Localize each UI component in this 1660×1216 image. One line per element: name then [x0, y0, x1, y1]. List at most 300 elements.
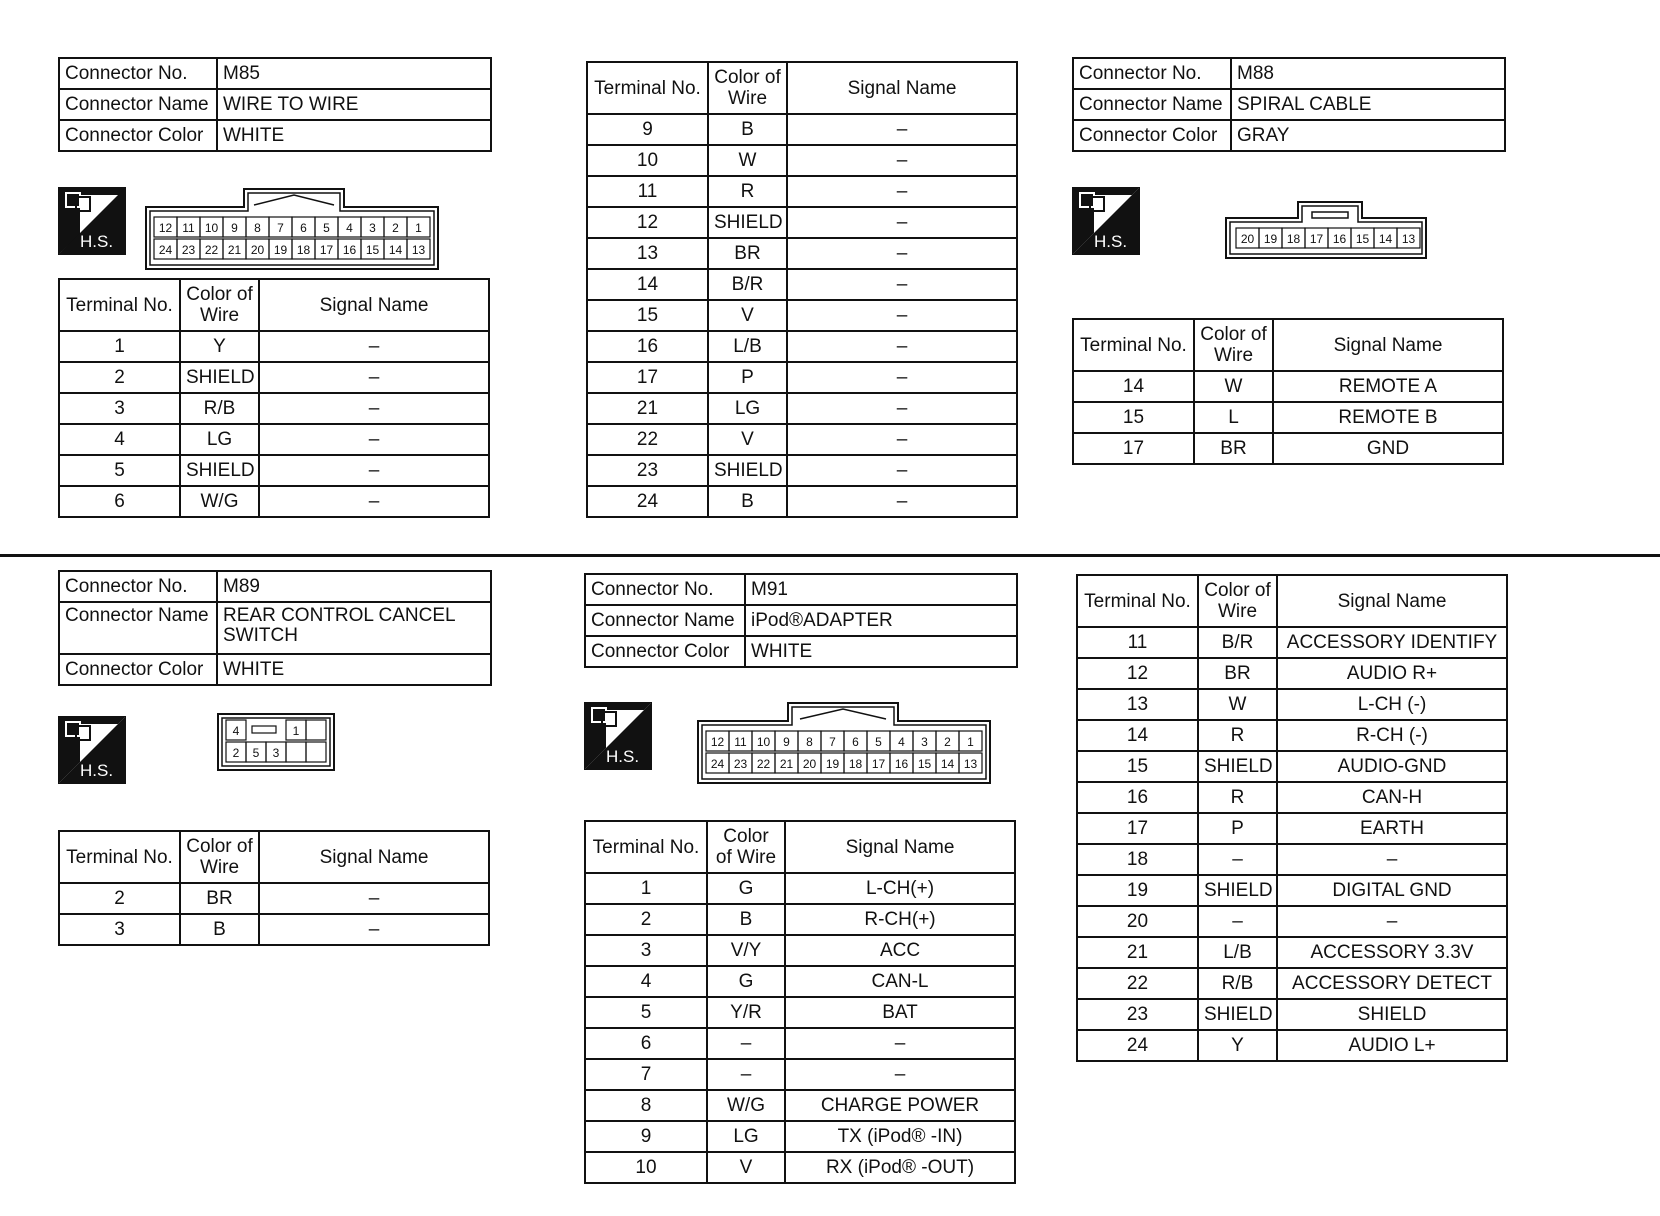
label-connector-name: Connector Name — [59, 602, 217, 654]
hs-icon — [58, 716, 126, 784]
signal-name-cell: – — [1277, 844, 1507, 875]
m85-terminal-table-continued — [586, 61, 1018, 518]
wire-color-cell: Y — [1198, 1030, 1277, 1061]
table-row — [1073, 371, 1503, 402]
signal-name-cell: EARTH — [1277, 813, 1507, 844]
wire-color-cell: B/R — [1198, 627, 1277, 658]
table-row — [585, 1152, 1015, 1183]
wire-color-cell: P — [1198, 813, 1277, 844]
pin-number: 4 — [898, 735, 905, 749]
terminal-no-cell: 2 — [59, 362, 180, 393]
table-row — [587, 455, 1017, 486]
table-row — [585, 1090, 1015, 1121]
table-row — [587, 486, 1017, 517]
col-terminal-no: Terminal No. — [585, 821, 707, 873]
terminal-no-cell: 2 — [59, 883, 180, 914]
table-row — [1077, 937, 1507, 968]
terminal-no-cell: 15 — [587, 300, 708, 331]
m89-terminal-table — [58, 830, 490, 946]
terminal-no-cell: 9 — [585, 1121, 707, 1152]
label-connector-no: Connector No. — [59, 58, 217, 89]
pin-number: 15 — [1355, 232, 1370, 246]
table-row — [585, 1059, 1015, 1090]
table-row — [1073, 402, 1503, 433]
section-divider — [0, 554, 1660, 557]
connector-color: WHITE — [745, 636, 1017, 667]
table-row — [1077, 689, 1507, 720]
table-row — [1077, 813, 1507, 844]
pin-number: 9 — [231, 221, 238, 235]
table-row — [587, 331, 1017, 362]
col-signal-name: Signal Name — [1277, 575, 1507, 627]
table-row — [1077, 906, 1507, 937]
pin-number: 13 — [963, 757, 978, 771]
table-row — [585, 873, 1015, 904]
pin-number: 16 — [894, 757, 909, 771]
signal-name-cell: ACCESSORY DETECT — [1277, 968, 1507, 999]
m85-terminal-table — [58, 278, 490, 518]
pin-number: 17 — [1309, 232, 1324, 246]
pin-number: 6 — [852, 735, 859, 749]
terminal-no-cell: 13 — [1077, 689, 1198, 720]
terminal-no-cell: 5 — [59, 455, 180, 486]
label-connector-name: Connector Name — [59, 89, 217, 120]
signal-name-cell: REMOTE B — [1273, 402, 1503, 433]
table-row — [1077, 720, 1507, 751]
label-connector-name: Connector Name — [585, 605, 745, 636]
pin-number: 13 — [1401, 232, 1416, 246]
signal-name-cell: ACCESSORY 3.3V — [1277, 937, 1507, 968]
signal-name-cell: CAN-H — [1277, 782, 1507, 813]
col-signal-name: Signal Name — [785, 821, 1015, 873]
terminal-no-cell: 2 — [585, 904, 707, 935]
table-row — [587, 114, 1017, 145]
signal-name-cell: L-CH(+) — [785, 873, 1015, 904]
wire-color-cell: W — [1198, 689, 1277, 720]
signal-name-cell: – — [259, 486, 489, 517]
pin-number: 19 — [1263, 232, 1278, 246]
wire-color-cell: BR — [708, 238, 787, 269]
terminal-no-cell: 8 — [585, 1090, 707, 1121]
terminal-no-cell: 23 — [1077, 999, 1198, 1030]
wire-color-cell: SHIELD — [708, 455, 787, 486]
pin-number: 14 — [1378, 232, 1393, 246]
terminal-no-cell: 22 — [587, 424, 708, 455]
hs-label: H.S. — [606, 747, 640, 766]
hs-icon — [1072, 187, 1140, 255]
hs-icon — [584, 702, 652, 770]
pin-number: 5 — [252, 746, 260, 760]
pin-number: 1 — [415, 221, 422, 235]
pin-number: 22 — [204, 243, 219, 257]
signal-name-cell: – — [259, 424, 489, 455]
table-row — [1077, 999, 1507, 1030]
terminal-no-cell: 15 — [1073, 402, 1194, 433]
label-connector-no: Connector No. — [1073, 58, 1231, 89]
terminal-no-cell: 17 — [587, 362, 708, 393]
terminal-no-cell: 21 — [587, 393, 708, 424]
terminal-no-cell: 3 — [59, 914, 180, 945]
m89-connector-diagram — [216, 712, 336, 777]
signal-name-cell: CHARGE POWER — [785, 1090, 1015, 1121]
table-row — [1077, 875, 1507, 906]
table-row — [587, 300, 1017, 331]
col-signal-name: Signal Name — [259, 831, 489, 883]
wire-color-cell: BR — [1194, 433, 1273, 464]
connector-color: GRAY — [1231, 120, 1505, 151]
wire-color-cell: B — [707, 904, 785, 935]
pin-number: 2 — [232, 746, 240, 760]
wire-color-cell: LG — [708, 393, 787, 424]
col-signal-name: Signal Name — [1273, 319, 1503, 371]
terminal-no-cell: 24 — [1077, 1030, 1198, 1061]
wire-color-cell: Y — [180, 331, 259, 362]
signal-name-cell: – — [785, 1028, 1015, 1059]
table-row — [1077, 751, 1507, 782]
signal-name-cell: – — [787, 269, 1017, 300]
pin-number: 14 — [388, 243, 403, 257]
table-row — [587, 238, 1017, 269]
table-row — [59, 424, 489, 455]
pin-number: 19 — [273, 243, 288, 257]
pin-number: 1 — [292, 724, 300, 738]
pin-number: 24 — [158, 243, 173, 257]
label-connector-color: Connector Color — [1073, 120, 1231, 151]
label-connector-no: Connector No. — [585, 574, 745, 605]
table-row — [59, 331, 489, 362]
pin-number: 24 — [710, 757, 725, 771]
col-signal-name: Signal Name — [259, 279, 489, 331]
pin-number: 7 — [277, 221, 284, 235]
signal-name-cell: R-CH (-) — [1277, 720, 1507, 751]
col-color-of-wire: Color of Wire — [1198, 575, 1277, 627]
pin-number: 15 — [917, 757, 932, 771]
wire-color-cell: – — [707, 1028, 785, 1059]
table-row — [587, 393, 1017, 424]
table-row — [59, 486, 489, 517]
pin-number: 17 — [319, 243, 334, 257]
m88-terminal-table — [1072, 318, 1504, 465]
wire-color-cell: – — [707, 1059, 785, 1090]
pin-number: 12 — [710, 735, 725, 749]
table-row — [587, 362, 1017, 393]
terminal-no-cell: 17 — [1077, 813, 1198, 844]
pin-number: 3 — [921, 735, 928, 749]
col-color-of-wire: Color of Wire — [1194, 319, 1273, 371]
wire-color-cell: W — [708, 145, 787, 176]
terminal-no-cell: 5 — [585, 997, 707, 1028]
connector-name: SPIRAL CABLE — [1231, 89, 1505, 120]
signal-name-cell: – — [787, 207, 1017, 238]
wire-color-cell: Y/R — [707, 997, 785, 1028]
table-row — [59, 883, 489, 914]
table-row — [59, 914, 489, 945]
col-terminal-no: Terminal No. — [1077, 575, 1198, 627]
wire-color-cell: SHIELD — [1198, 999, 1277, 1030]
label-connector-color: Connector Color — [59, 654, 217, 685]
terminal-no-cell: 11 — [1077, 627, 1198, 658]
col-terminal-no: Terminal No. — [1073, 319, 1194, 371]
terminal-no-cell: 20 — [1077, 906, 1198, 937]
wire-color-cell: – — [1198, 906, 1277, 937]
pin-number: 16 — [1332, 232, 1347, 246]
label-connector-color: Connector Color — [59, 120, 217, 151]
wire-color-cell: SHIELD — [1198, 875, 1277, 906]
table-row — [587, 207, 1017, 238]
signal-name-cell: – — [785, 1059, 1015, 1090]
terminal-no-cell: 16 — [587, 331, 708, 362]
table-row — [59, 393, 489, 424]
pin-number: 16 — [342, 243, 357, 257]
signal-name-cell: – — [787, 114, 1017, 145]
m91-terminal-table-continued — [1076, 574, 1508, 1062]
connector-color: WHITE — [217, 654, 491, 685]
table-row — [1077, 658, 1507, 689]
m88-connector-diagram — [1224, 198, 1428, 265]
connector-name: REAR CONTROL CANCEL SWITCH — [217, 602, 491, 654]
signal-name-cell: GND — [1273, 433, 1503, 464]
pin-number: 3 — [272, 746, 280, 760]
terminal-no-cell: 13 — [587, 238, 708, 269]
wire-color-cell: B — [180, 914, 259, 945]
wire-color-cell: R — [1198, 782, 1277, 813]
wire-color-cell: W — [1194, 371, 1273, 402]
wire-color-cell: – — [1198, 844, 1277, 875]
signal-name-cell: L-CH (-) — [1277, 689, 1507, 720]
signal-name-cell: – — [787, 486, 1017, 517]
pin-number: 22 — [756, 757, 771, 771]
terminal-no-cell: 14 — [1073, 371, 1194, 402]
m85-connector-diagram — [144, 185, 440, 276]
hs-label: H.S. — [1094, 232, 1128, 251]
wire-color-cell: SHIELD — [180, 455, 259, 486]
pin-number: 7 — [829, 735, 836, 749]
signal-name-cell: RX (iPod® -OUT) — [785, 1152, 1015, 1183]
wire-color-cell: LG — [707, 1121, 785, 1152]
table-row — [1077, 1030, 1507, 1061]
pin-number: 21 — [779, 757, 794, 771]
table-row — [585, 1121, 1015, 1152]
pin-number: 4 — [346, 221, 353, 235]
signal-name-cell: – — [259, 331, 489, 362]
terminal-no-cell: 7 — [585, 1059, 707, 1090]
hs-label: H.S. — [80, 232, 114, 251]
pin-number: 17 — [871, 757, 886, 771]
signal-name-cell: – — [787, 424, 1017, 455]
pin-number: 20 — [1240, 232, 1255, 246]
col-terminal-no: Terminal No. — [59, 831, 180, 883]
connector-no: M91 — [745, 574, 1017, 605]
signal-name-cell: – — [259, 455, 489, 486]
wire-color-cell: SHIELD — [708, 207, 787, 238]
signal-name-cell: CAN-L — [785, 966, 1015, 997]
pin-number: 1 — [967, 735, 974, 749]
hs-label: H.S. — [80, 761, 114, 780]
signal-name-cell: R-CH(+) — [785, 904, 1015, 935]
signal-name-cell: AUDIO R+ — [1277, 658, 1507, 689]
wire-color-cell: SHIELD — [1198, 751, 1277, 782]
signal-name-cell: – — [1277, 906, 1507, 937]
wire-color-cell: W/G — [707, 1090, 785, 1121]
pin-number: 15 — [365, 243, 380, 257]
table-row — [1073, 433, 1503, 464]
table-row — [587, 176, 1017, 207]
pin-number: 13 — [411, 243, 426, 257]
table-row — [59, 455, 489, 486]
wire-color-cell: L — [1194, 402, 1273, 433]
signal-name-cell: DIGITAL GND — [1277, 875, 1507, 906]
wire-color-cell: B — [708, 486, 787, 517]
pin-number: 8 — [254, 221, 261, 235]
terminal-no-cell: 21 — [1077, 937, 1198, 968]
m91-connector-diagram — [696, 699, 992, 790]
terminal-no-cell: 3 — [59, 393, 180, 424]
pin-number: 18 — [296, 243, 311, 257]
pin-number: 18 — [1286, 232, 1301, 246]
pin-number: 8 — [806, 735, 813, 749]
pin-number: 18 — [848, 757, 863, 771]
table-row — [585, 966, 1015, 997]
signal-name-cell: – — [787, 362, 1017, 393]
wire-color-cell: LG — [180, 424, 259, 455]
pin-number: 14 — [940, 757, 955, 771]
wire-color-cell: P — [708, 362, 787, 393]
terminal-no-cell: 10 — [585, 1152, 707, 1183]
terminal-no-cell: 15 — [1077, 751, 1198, 782]
connector-no: M89 — [217, 571, 491, 602]
pin-number: 5 — [323, 221, 330, 235]
wire-color-cell: W/G — [180, 486, 259, 517]
terminal-no-cell: 11 — [587, 176, 708, 207]
terminal-no-cell: 1 — [59, 331, 180, 362]
wire-color-cell: SHIELD — [180, 362, 259, 393]
signal-name-cell: ACC — [785, 935, 1015, 966]
m85-info — [58, 57, 492, 152]
wire-color-cell: BR — [180, 883, 259, 914]
label-connector-color: Connector Color — [585, 636, 745, 667]
signal-name-cell: TX (iPod® -IN) — [785, 1121, 1015, 1152]
pin-number: 5 — [875, 735, 882, 749]
table-row — [59, 362, 489, 393]
m89-info — [58, 570, 492, 686]
signal-name-cell: – — [259, 883, 489, 914]
pin-number: 3 — [369, 221, 376, 235]
wire-color-cell: R — [1198, 720, 1277, 751]
table-row — [1077, 782, 1507, 813]
table-row — [585, 935, 1015, 966]
col-color-of-wire: Color of Wire — [708, 62, 787, 114]
terminal-no-cell: 12 — [587, 207, 708, 238]
signal-name-cell: AUDIO L+ — [1277, 1030, 1507, 1061]
table-row — [587, 424, 1017, 455]
wire-color-cell: R/B — [180, 393, 259, 424]
pin-number: 10 — [204, 221, 219, 235]
pin-number: 20 — [250, 243, 265, 257]
pin-number: 2 — [944, 735, 951, 749]
pin-number: 9 — [783, 735, 790, 749]
signal-name-cell: – — [259, 362, 489, 393]
col-terminal-no: Terminal No. — [59, 279, 180, 331]
terminal-no-cell: 23 — [587, 455, 708, 486]
col-color-of-wire: Color of Wire — [180, 831, 259, 883]
table-row — [587, 269, 1017, 300]
signal-name-cell: – — [787, 455, 1017, 486]
pin-number: 23 — [733, 757, 748, 771]
wire-color-cell: V/Y — [707, 935, 785, 966]
table-row — [1077, 844, 1507, 875]
terminal-no-cell: 1 — [585, 873, 707, 904]
terminal-no-cell: 14 — [1077, 720, 1198, 751]
signal-name-cell: BAT — [785, 997, 1015, 1028]
connector-color: WHITE — [217, 120, 491, 151]
pin-number: 10 — [756, 735, 771, 749]
terminal-no-cell: 4 — [585, 966, 707, 997]
connector-no: M85 — [217, 58, 491, 89]
terminal-no-cell: 6 — [585, 1028, 707, 1059]
terminal-no-cell: 24 — [587, 486, 708, 517]
table-row — [585, 1028, 1015, 1059]
wire-color-cell: B — [708, 114, 787, 145]
wire-color-cell: G — [707, 966, 785, 997]
signal-name-cell: AUDIO-GND — [1277, 751, 1507, 782]
label-connector-name: Connector Name — [1073, 89, 1231, 120]
pin-number: 19 — [825, 757, 840, 771]
terminal-no-cell: 12 — [1077, 658, 1198, 689]
pin-number: 11 — [734, 735, 747, 749]
hs-icon — [58, 187, 126, 255]
terminal-no-cell: 18 — [1077, 844, 1198, 875]
m88-info — [1072, 57, 1506, 152]
wire-color-cell: L/B — [708, 331, 787, 362]
pin-number: 6 — [300, 221, 307, 235]
table-row — [1077, 968, 1507, 999]
terminal-no-cell: 9 — [587, 114, 708, 145]
signal-name-cell: SHIELD — [1277, 999, 1507, 1030]
col-color-of-wire: Color of Wire — [707, 821, 785, 873]
col-color-of-wire: Color of Wire — [180, 279, 259, 331]
col-terminal-no: Terminal No. — [587, 62, 708, 114]
pin-number: 21 — [227, 243, 242, 257]
table-row — [585, 904, 1015, 935]
wire-color-cell: V — [707, 1152, 785, 1183]
wire-color-cell: R — [708, 176, 787, 207]
terminal-no-cell: 17 — [1073, 433, 1194, 464]
signal-name-cell: – — [787, 145, 1017, 176]
wire-color-cell: BR — [1198, 658, 1277, 689]
connector-name: iPod®ADAPTER — [745, 605, 1017, 636]
signal-name-cell: – — [259, 914, 489, 945]
pin-number: 23 — [181, 243, 196, 257]
table-row — [587, 145, 1017, 176]
terminal-no-cell: 6 — [59, 486, 180, 517]
terminal-no-cell: 16 — [1077, 782, 1198, 813]
signal-name-cell: – — [787, 300, 1017, 331]
label-connector-no: Connector No. — [59, 571, 217, 602]
signal-name-cell: REMOTE A — [1273, 371, 1503, 402]
wire-color-cell: L/B — [1198, 937, 1277, 968]
m91-terminal-table — [584, 820, 1016, 1184]
wire-color-cell: B/R — [708, 269, 787, 300]
signal-name-cell: – — [787, 176, 1017, 207]
terminal-no-cell: 19 — [1077, 875, 1198, 906]
pin-number: 2 — [392, 221, 399, 235]
wire-color-cell: V — [708, 424, 787, 455]
table-row — [585, 997, 1015, 1028]
m91-info — [584, 573, 1018, 668]
signal-name-cell: – — [259, 393, 489, 424]
wire-color-cell: G — [707, 873, 785, 904]
col-signal-name: Signal Name — [787, 62, 1017, 114]
